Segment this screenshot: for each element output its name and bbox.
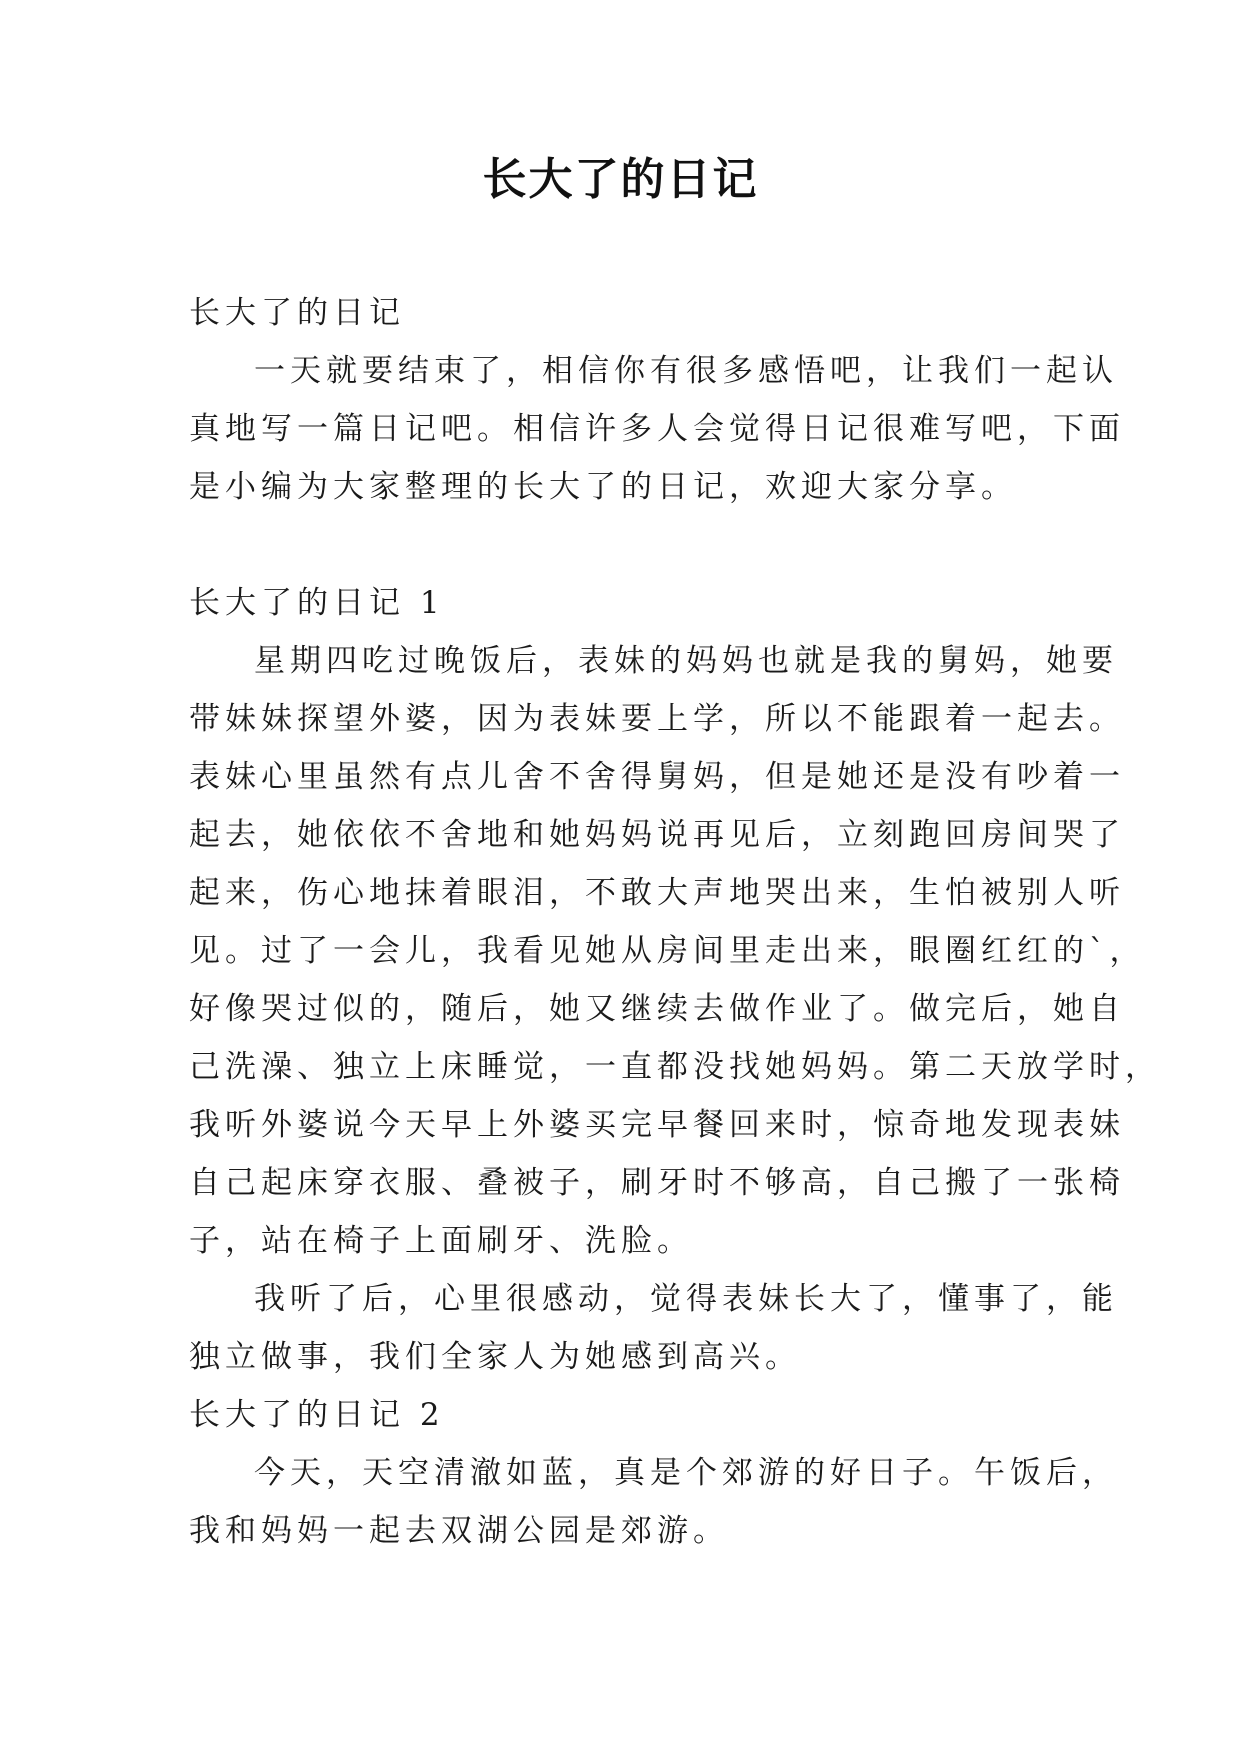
diary1-heading: 长大了的日记 1 [189, 585, 445, 621]
diary1-line: 己洗澡、独立上床睡觉，一直都没找她妈妈。第二天放学时， [189, 1049, 1161, 1085]
intro-line: 是小编为大家整理的长大了的日记，欢迎大家分享。 [189, 469, 1017, 505]
intro-line: 一天就要结束了，相信你有很多感悟吧，让我们一起认 [254, 353, 1118, 389]
paragraph-gap [189, 516, 1069, 574]
diary1-line: 见。过了一会儿，我看见她从房间里走出来，眼圈红红的`， [189, 933, 1146, 969]
diary1-line: 好像哭过似的，随后，她又继续去做作业了。做完后，她自 [189, 991, 1125, 1027]
diary1-line: 我听了后，心里很感动，觉得表妹长大了，懂事了，能 [254, 1281, 1118, 1317]
diary1-line: 起去，她依依不舍地和她妈妈说再见后，立刻跑回房间哭了 [189, 817, 1125, 853]
diary1-line: 子，站在椅子上面刷牙、洗脸。 [189, 1223, 693, 1259]
diary1-line: 我听外婆说今天早上外婆买完早餐回来时，惊奇地发现表妹 [189, 1107, 1125, 1143]
diary1-line: 表妹心里虽然有点儿舍不舍得舅妈，但是她还是没有吵着一 [189, 759, 1125, 795]
diary2-heading: 长大了的日记 2 [189, 1397, 445, 1433]
diary2-line: 今天，天空清澈如蓝，真是个郊游的好日子。午饭后， [254, 1455, 1118, 1491]
diary2-line: 我和妈妈一起去双湖公园是郊游。 [189, 1513, 729, 1549]
intro-heading: 长大了的日记 [189, 295, 405, 331]
diary1-line: 带妹妹探望外婆，因为表妹要上学，所以不能跟着一起去。 [189, 701, 1125, 737]
diary1-line: 星期四吃过晚饭后，表妹的妈妈也就是我的舅妈，她要 [254, 643, 1118, 679]
document-body [189, 284, 1161, 1560]
diary1-line: 起来，伤心地抹着眼泪，不敢大声地哭出来，生怕被别人听 [189, 875, 1125, 911]
intro-line: 真地写一篇日记吧。相信许多人会觉得日记很难写吧，下面 [189, 411, 1125, 447]
document-title: 长大了的日记 [482, 154, 759, 205]
diary1-line: 自己起床穿衣服、叠被子，刷牙时不够高，自己搬了一张椅 [189, 1165, 1125, 1201]
diary1-line: 独立做事，我们全家人为她感到高兴。 [189, 1339, 801, 1375]
